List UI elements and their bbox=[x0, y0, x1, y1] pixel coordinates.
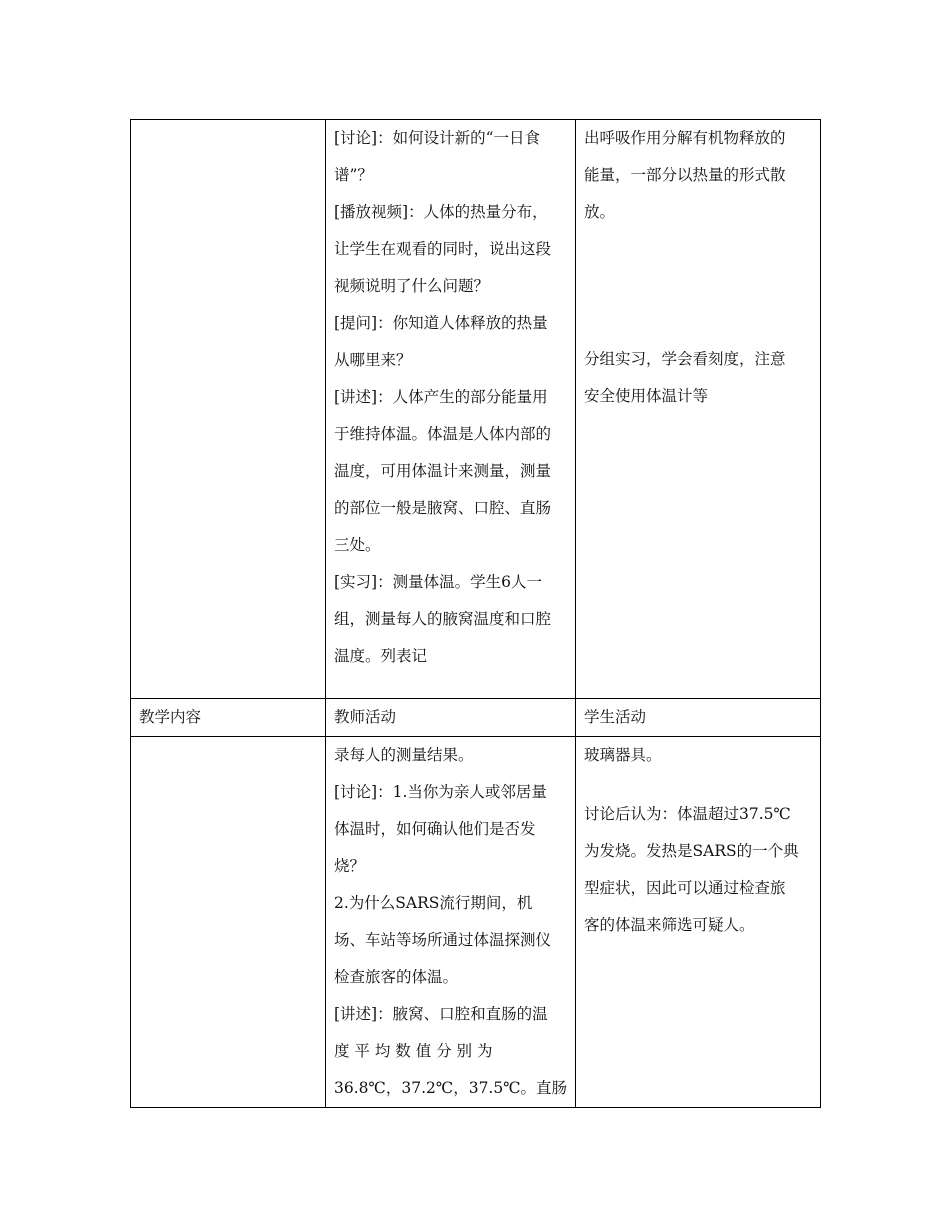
text-line: 三处。 bbox=[334, 536, 381, 554]
student-activity-cell bbox=[576, 737, 821, 1108]
text-line: 烧？ bbox=[334, 857, 366, 875]
text-line: 视频说明了什么问题？ bbox=[334, 277, 490, 295]
teacher-activity-cell bbox=[326, 120, 576, 699]
text-line: [讨论]：如何设计新的“一日食 bbox=[334, 129, 541, 147]
text-line: [讨论]：1.当你为亲人或邻居量 bbox=[334, 783, 547, 801]
text-line: 从哪里来？ bbox=[334, 351, 412, 369]
student-activity-cell bbox=[576, 120, 821, 699]
teacher-activity-cell bbox=[326, 737, 576, 1108]
lesson-plan-table bbox=[130, 119, 821, 1108]
content-cell bbox=[131, 737, 326, 1108]
text-line: [提问]：你知道人体释放的热量 bbox=[334, 314, 548, 332]
text-line: 谱”？ bbox=[334, 166, 373, 184]
spacer bbox=[584, 774, 814, 796]
text-line: [讲述]：人体产生的部分能量用 bbox=[334, 388, 548, 406]
text-line: 出呼吸作用分解有机物释放的 bbox=[584, 129, 786, 147]
text-line: 讨论后认为：体温超过37.5℃ bbox=[584, 805, 791, 823]
text-line: 度 平 均 数 值 分 别 为 bbox=[334, 1042, 493, 1060]
header-teacher-activity: 教师活动 bbox=[326, 699, 576, 737]
spacer bbox=[584, 231, 814, 341]
text-line: 场、车站等场所通过体温探测仪 bbox=[334, 931, 552, 949]
text-line: 为发烧。发热是SARS的一个典 bbox=[584, 842, 799, 860]
text-line: 分组实习，学会看刻度，注意 bbox=[584, 350, 786, 368]
text-line: 体温时，如何确认他们是否发 bbox=[334, 820, 536, 838]
text-line: 36.8℃，37.2℃，37.5℃。直肠 bbox=[334, 1079, 568, 1097]
table-row bbox=[131, 120, 821, 699]
text-line: 温度。列表记 bbox=[334, 647, 428, 665]
text-line: 温度，可用体温计来测量，测量 bbox=[334, 462, 552, 480]
text-line: 的部位一般是腋窝、口腔、直肠 bbox=[334, 499, 552, 517]
text-line: 客的体温来筛选可疑人。 bbox=[584, 916, 755, 934]
text-line: 2.为什么SARS流行期间，机 bbox=[334, 894, 533, 912]
text-line: 安全使用体温计等 bbox=[584, 387, 709, 405]
content-cell bbox=[131, 120, 326, 699]
text-line: 放。 bbox=[584, 203, 616, 221]
text-line: [讲述]：腋窝、口腔和直肠的温 bbox=[334, 1005, 548, 1023]
text-line: 录每人的测量结果。 bbox=[334, 746, 474, 764]
header-content: 教学内容 bbox=[131, 699, 326, 737]
text-line: 让学生在观看的同时，说出这段 bbox=[334, 240, 552, 258]
text-line: [实习]：测量体温。学生6人一 bbox=[334, 573, 542, 591]
header-student-activity: 学生活动 bbox=[576, 699, 821, 737]
text-line: 型症状，因此可以通过检查旅 bbox=[584, 879, 786, 897]
text-line: 组，测量每人的腋窝温度和口腔 bbox=[334, 610, 552, 628]
table-row bbox=[131, 737, 821, 1108]
text-line: [播放视频]：人体的热量分布， bbox=[334, 203, 548, 221]
text-line: 于维持体温。体温是人体内部的 bbox=[334, 425, 552, 443]
text-line: 检查旅客的体温。 bbox=[334, 968, 459, 986]
text-line: 能量，一部分以热量的形式散 bbox=[584, 166, 786, 184]
text-line: 玻璃器具。 bbox=[584, 746, 662, 764]
table-header-row bbox=[131, 699, 821, 737]
